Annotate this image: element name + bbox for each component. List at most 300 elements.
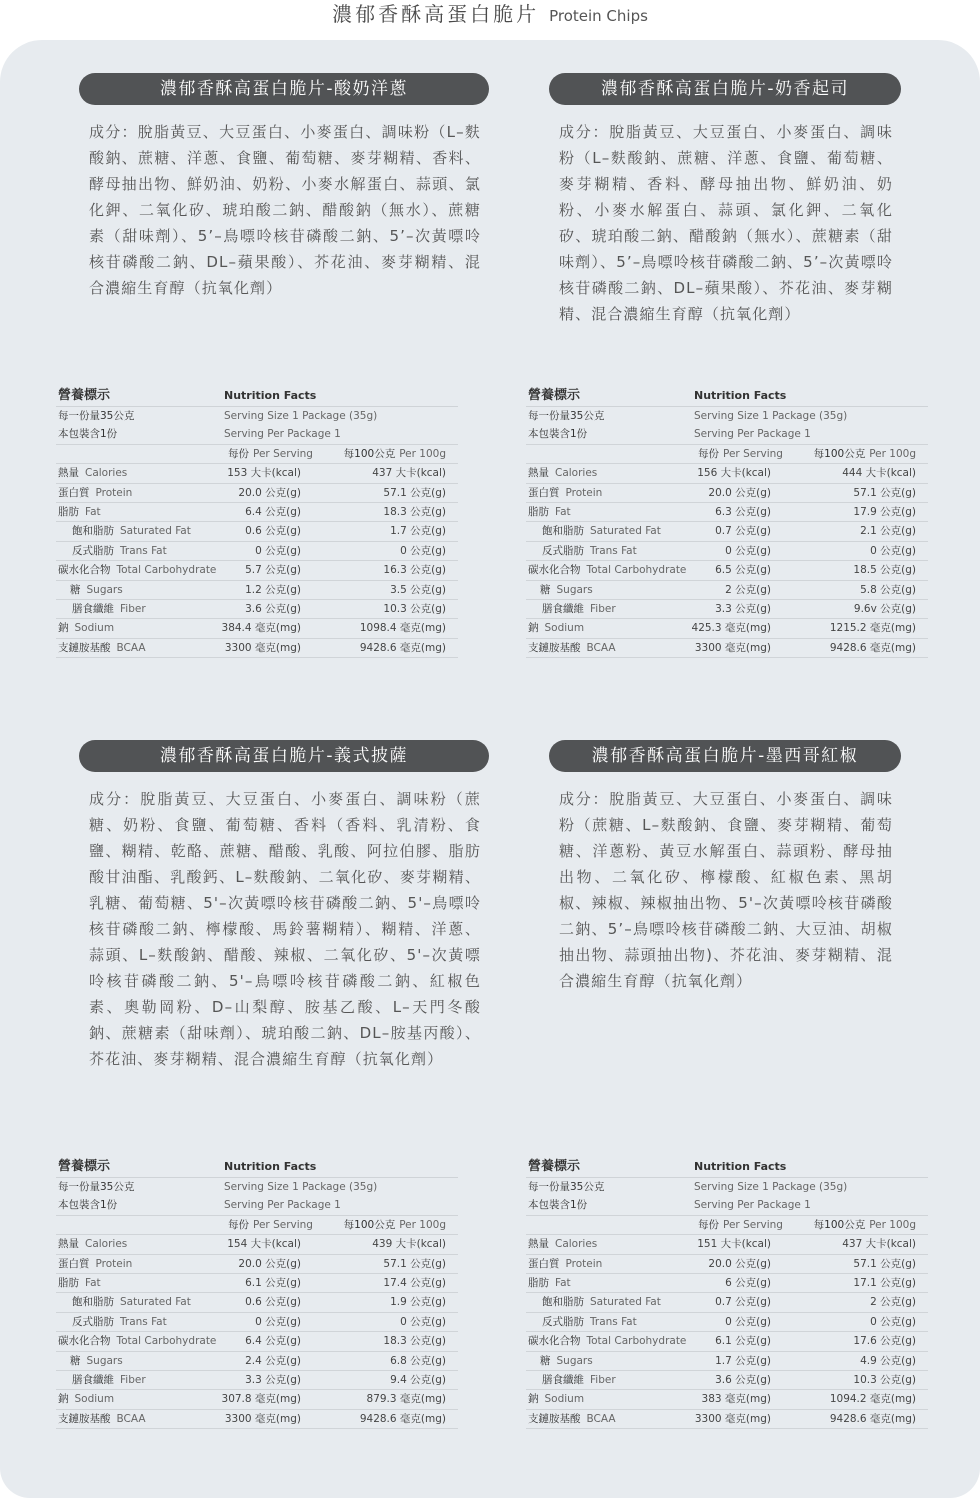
nutrient-name-en: BCAA [586, 1412, 616, 1425]
nutrient-label [58, 484, 132, 502]
per-serving-header: 每份 Per Serving [228, 1218, 313, 1231]
nutrient-name-en: Fat [555, 1276, 571, 1289]
per-100g-value: 18.3 公克(g) [383, 505, 446, 518]
product-card [549, 73, 901, 327]
servings-per-package-zh: 本包裝含1份 [58, 1199, 118, 1212]
per-serving-value: 6.3 公克(g) [715, 505, 771, 518]
nutrition-table [56, 386, 458, 658]
per-100g-value: 6.8 公克(g) [390, 1354, 446, 1367]
nutrient-name-zh: 碳水化合物 [528, 564, 581, 577]
nutrient-name-zh: 反式脂肪 [542, 1315, 584, 1328]
per-100g-value: 2 公克(g) [870, 1296, 916, 1309]
nutrient-name-zh: 熱量 [58, 1238, 79, 1251]
nutrient-label [528, 1332, 686, 1350]
nutrient-name-zh: 反式脂肪 [72, 544, 114, 557]
per-100g-value: 9428.6 毫克(mg) [829, 641, 916, 654]
nutrient-name-zh: 鈉 [58, 1393, 69, 1406]
per-100g-value: 1098.4 毫克(mg) [359, 622, 446, 635]
per-serving-value: 1.2 公克(g) [245, 583, 301, 596]
per-100g-value: 17.1 公克(g) [853, 1276, 916, 1289]
nutrition-table [56, 1157, 458, 1429]
nutrition-title-zh: 營養標示 [528, 388, 581, 403]
nutrient-name-zh: 糖 [540, 583, 551, 596]
servings-per-package-en: Serving Per Package 1 [224, 1199, 341, 1212]
nutrition-row [526, 619, 928, 638]
per-serving-value: 2.4 公克(g) [245, 1354, 301, 1367]
servings-per-package-en: Serving Per Package 1 [694, 428, 811, 441]
serving-size-zh: 每一份量35公克 [528, 1181, 605, 1193]
servings-per-package-row [526, 1196, 928, 1215]
nutrition-row [526, 1352, 928, 1371]
per-100g-value: 444 大卡(kcal) [842, 467, 916, 480]
per-serving-value: 0 公克(g) [725, 1315, 771, 1328]
ingredients-text: 成分：脫脂黃豆、大豆蛋白、小麥蛋白、調味粉（L–麩酸鈉、蔗糖、洋蔥、食鹽、葡萄糖、麥芽糊精、香料、酵母抽出物、鮮奶油、奶粉、小麥水解蛋白、蒜頭、氯化鉀、二氧化矽、琥珀酸二鈉、醋酸鈉（無水）、蔗糖素（甜味劑）、5’–鳥嘌呤核苷磷酸二鈉、5’–次黃嘌呤核苷磷酸二鈉、DL–蘋果酸）、芥花油、麥芽糊精、混合濃縮生育醇（抗氧化劑） [559, 123, 893, 323]
nutrient-label [58, 561, 216, 579]
per-100g-value: 10.3 公克(g) [383, 602, 446, 615]
nutrition-row [526, 639, 928, 658]
nutrient-name-en: Sodium [74, 622, 115, 635]
per-100g-value: 18.3 公克(g) [383, 1335, 446, 1348]
serving-size-en: Serving Size 1 Package (35g) [694, 1181, 848, 1193]
per-serving-value: 0.6 公克(g) [245, 525, 301, 538]
nutrient-name-zh: 糖 [540, 1354, 551, 1367]
nutrition-row [56, 464, 458, 483]
servings-per-package-en: Serving Per Package 1 [224, 428, 341, 441]
nutrient-name-zh: 鈉 [528, 622, 539, 635]
nutrition-title-en: Nutrition Facts [224, 1160, 317, 1173]
per-100g-value: 17.4 公克(g) [383, 1276, 446, 1289]
nutrition-row [56, 1313, 458, 1332]
nutrient-label [58, 619, 114, 637]
per-serving-value: 153 大卡(kcal) [227, 467, 301, 480]
nutrient-name-zh: 碳水化合物 [58, 1335, 111, 1348]
serving-size-zh: 每一份量35公克 [58, 410, 135, 422]
per-serving-value: 3.3 公克(g) [245, 1373, 301, 1386]
ingredients-text: 成分：脫脂黃豆、大豆蛋白、小麥蛋白、調味粉（蔗糖、奶粉、食鹽、葡萄糖、香料（香料、乳清粉、食鹽、糊精、乾酪、蔗糖、醋酸、乳酸、阿拉伯膠、脂肪酸甘油酯、乳酸鈣、L–麩酸鈉、二氧化矽、麥芽糊精、乳糖、葡萄糖、5'–次黃嘌呤核苷磷酸二鈉、5'–鳥嘌呤核苷磷酸二鈉、檸檬酸、馬鈴薯糊精）、糊精、洋蔥、蒜頭、L–麩酸鈉、醋酸、辣椒、二氧化矽、5'–次黃嘌呤核苷磷酸二鈉、5'–鳥嘌呤核苷磷酸二鈉、紅椒色素、奧勒岡粉、D–山梨醇、胺基乙酸、L–天門冬酸鈉、蔗糖素（甜味劑）、琥珀酸二鈉、DL–胺基丙酸）、芥花油、麥芽糊精、混合濃縮生育醇（抗氧化劑） [89, 790, 481, 1068]
per-100g-header: 每100公克 Per 100g [343, 1218, 446, 1231]
per-serving-value: 20.0 公克(g) [238, 486, 301, 499]
per-serving-value: 2 公克(g) [725, 583, 771, 596]
nutrition-row [526, 464, 928, 483]
nutrition-title-row [526, 1157, 928, 1178]
nutrient-name-en: BCAA [116, 1412, 146, 1425]
nutrient-label [58, 464, 127, 482]
nutrition-row [526, 1371, 928, 1390]
nutrition-title-row [526, 386, 928, 407]
nutrient-name-en: Calories [555, 467, 598, 480]
product-card [79, 740, 489, 1072]
nutrient-label [528, 1293, 661, 1311]
nutrient-name-zh: 蛋白質 [528, 1257, 560, 1270]
nutrient-name-en: Total Carbohydrate [116, 564, 217, 577]
product-card [79, 73, 489, 301]
per-serving-value: 0 公克(g) [725, 544, 771, 557]
nutrient-name-en: Fiber [590, 1373, 616, 1386]
nutrient-name-en: Fat [85, 505, 101, 518]
nutrient-label [58, 1390, 114, 1408]
per-100g-value: 1.9 公克(g) [390, 1296, 446, 1309]
nutrition-row [56, 581, 458, 600]
nutrient-label [58, 1371, 146, 1389]
per-100g-value: 1.7 公克(g) [390, 525, 446, 538]
per-100g-value: 57.1 公克(g) [383, 1257, 446, 1270]
column-header-row [56, 445, 458, 464]
nutrition-row [526, 1293, 928, 1312]
page-header [0, 0, 980, 34]
nutrient-label [528, 600, 616, 618]
nutrient-name-en: Sodium [74, 1393, 115, 1406]
serving-size-row [526, 407, 928, 425]
nutrition-table [526, 1157, 928, 1429]
nutrition-row [526, 503, 928, 522]
per-100g-value: 9.6v 公克(g) [853, 602, 916, 615]
nutrient-name-en: Protein [95, 486, 133, 499]
nutrition-row [56, 1332, 458, 1351]
nutrition-row [526, 484, 928, 503]
nutrient-label [528, 1313, 637, 1331]
column-header-row [56, 1216, 458, 1235]
nutrient-label [528, 484, 602, 502]
per-serving-value: 384.4 毫克(mg) [221, 622, 301, 635]
per-100g-value: 1094.2 毫克(mg) [829, 1393, 916, 1406]
nutrient-name-en: Saturated Fat [120, 1296, 191, 1309]
nutrition-row [526, 581, 928, 600]
nutrient-name-zh: 支鏈胺基酸 [528, 1412, 581, 1425]
per-serving-value: 151 大卡(kcal) [697, 1238, 771, 1251]
nutrient-name-en: Total Carbohydrate [586, 1335, 687, 1348]
nutrient-name-zh: 脂肪 [58, 1276, 79, 1289]
nutrient-label [58, 1352, 123, 1370]
nutrition-row [526, 1390, 928, 1409]
nutrient-name-en: Trans Fat [120, 544, 167, 557]
nutrient-name-zh: 熱量 [528, 1238, 549, 1251]
servings-per-package-en: Serving Per Package 1 [694, 1199, 811, 1212]
nutrient-label [58, 1332, 216, 1350]
per-serving-value: 20.0 公克(g) [708, 486, 771, 499]
per-serving-value: 5.7 公克(g) [245, 564, 301, 577]
servings-per-package-zh: 本包裝含1份 [528, 1199, 588, 1212]
per-100g-value: 1215.2 毫克(mg) [829, 622, 916, 635]
per-serving-value: 3300 毫克(mg) [694, 641, 771, 654]
per-serving-value: 3.6 公克(g) [715, 1373, 771, 1386]
nutrition-row [56, 639, 458, 658]
per-100g-value: 879.3 毫克(mg) [366, 1393, 446, 1406]
nutrient-label [58, 600, 146, 618]
serving-size-zh: 每一份量35公克 [528, 410, 605, 422]
nutrition-row [56, 522, 458, 541]
nutrient-name-zh: 支鏈胺基酸 [58, 641, 111, 654]
nutrient-label [528, 561, 686, 579]
nutrient-name-en: Calories [555, 1238, 598, 1251]
per-100g-value: 18.5 公克(g) [853, 564, 916, 577]
nutrient-name-zh: 糖 [70, 583, 81, 596]
nutrition-row [526, 1235, 928, 1254]
nutrient-label [58, 1410, 146, 1428]
product-name-pill: 濃郁香酥高蛋白脆片-酸奶洋蔥 [79, 73, 489, 105]
per-100g-value: 3.5 公克(g) [390, 583, 446, 596]
product-name-pill: 濃郁香酥高蛋白脆片-奶香起司 [549, 73, 901, 105]
nutrient-label [58, 503, 101, 521]
nutrient-name-zh: 鈉 [528, 1393, 539, 1406]
per-serving-value: 1.7 公克(g) [715, 1354, 771, 1367]
nutrient-name-en: Fiber [590, 602, 616, 615]
nutrient-label [58, 1235, 127, 1253]
per-serving-value: 154 大卡(kcal) [227, 1238, 301, 1251]
nutrition-title-zh: 營養標示 [58, 1159, 111, 1174]
per-serving-value: 6.1 公克(g) [715, 1335, 771, 1348]
serving-size-row [56, 1178, 458, 1196]
nutrient-name-en: Sodium [544, 1393, 585, 1406]
nutrient-name-en: Fiber [120, 602, 146, 615]
nutrient-name-en: Trans Fat [590, 1315, 637, 1328]
nutrient-label [58, 1274, 101, 1292]
nutrient-label [528, 1255, 602, 1273]
nutrition-row [56, 619, 458, 638]
nutrition-row [56, 1274, 458, 1293]
nutrition-title-row [56, 1157, 458, 1178]
per-100g-value: 0 公克(g) [870, 1315, 916, 1328]
per-serving-header: 每份 Per Serving [228, 447, 313, 460]
nutrient-label [528, 464, 597, 482]
per-100g-value: 4.9 公克(g) [860, 1354, 916, 1367]
per-100g-value: 17.6 公克(g) [853, 1335, 916, 1348]
column-header-row [526, 445, 928, 464]
servings-per-package-row [56, 425, 458, 444]
nutrient-label [528, 639, 616, 657]
per-serving-value: 425.3 毫克(mg) [691, 622, 771, 635]
nutrient-name-zh: 膳食纖維 [542, 602, 584, 615]
nutrient-label [528, 522, 661, 540]
nutrient-name-zh: 支鏈胺基酸 [528, 641, 581, 654]
nutrient-label [528, 1352, 593, 1370]
nutrient-name-zh: 飽和脂肪 [72, 1296, 114, 1309]
per-100g-value: 57.1 公克(g) [383, 486, 446, 499]
nutrient-name-en: BCAA [116, 641, 146, 654]
per-100g-value: 437 大卡(kcal) [372, 467, 446, 480]
page-subtitle: Protein Chips [549, 7, 648, 25]
nutrient-name-en: Total Carbohydrate [116, 1335, 217, 1348]
per-100g-value: 17.9 公克(g) [853, 505, 916, 518]
per-serving-value: 6.1 公克(g) [245, 1276, 301, 1289]
servings-per-package-zh: 本包裝含1份 [58, 428, 118, 441]
nutrient-name-zh: 糖 [70, 1354, 81, 1367]
per-serving-header: 每份 Per Serving [698, 447, 783, 460]
nutrition-row [56, 503, 458, 522]
nutrition-row [56, 1352, 458, 1371]
nutrient-name-zh: 膳食纖維 [72, 1373, 114, 1386]
per-100g-value: 0 公克(g) [400, 1315, 446, 1328]
nutrition-row [526, 542, 928, 561]
serving-size-en: Serving Size 1 Package (35g) [224, 1181, 378, 1193]
nutrient-name-en: Saturated Fat [590, 525, 661, 538]
per-serving-value: 383 毫克(mg) [701, 1393, 771, 1406]
per-100g-value: 16.3 公克(g) [383, 564, 446, 577]
nutrient-name-zh: 反式脂肪 [542, 544, 584, 557]
per-serving-value: 307.8 毫克(mg) [221, 1393, 301, 1406]
per-serving-value: 0.6 公克(g) [245, 1296, 301, 1309]
per-100g-value: 9.4 公克(g) [390, 1373, 446, 1386]
ingredients-text: 成分：脫脂黃豆、大豆蛋白、小麥蛋白、調味粉（L–麩酸鈉、蔗糖、洋蔥、食鹽、葡萄糖、麥芽糊精、香料、酵母抽出物、鮮奶油、奶粉、小麥水解蛋白、蒜頭、氯化鉀、二氧化矽、琥珀酸二鈉、醋酸鈉（無水）、蔗糖素（甜味劑）、5’–鳥嘌呤核苷磷酸二鈉、5’–次黃嘌呤核苷磷酸二鈉、DL–蘋果酸）、芥花油、麥芽糊精、混合濃縮生育醇（抗氧化劑） [89, 123, 481, 297]
per-100g-value: 57.1 公克(g) [853, 486, 916, 499]
nutrient-name-zh: 蛋白質 [528, 486, 560, 499]
nutrient-label [528, 503, 571, 521]
serving-size-row [56, 407, 458, 425]
nutrient-name-zh: 脂肪 [528, 505, 549, 518]
nutrient-label [528, 1371, 616, 1389]
servings-per-package-row [526, 425, 928, 444]
nutrient-name-en: Sodium [544, 622, 585, 635]
per-100g-value: 0 公克(g) [870, 544, 916, 557]
per-serving-value: 20.0 公克(g) [708, 1257, 771, 1270]
per-serving-value: 20.0 公克(g) [238, 1257, 301, 1270]
nutrition-title-en: Nutrition Facts [694, 389, 787, 402]
serving-size-row [526, 1178, 928, 1196]
nutrient-label [528, 581, 593, 599]
per-serving-value: 6.4 公克(g) [245, 505, 301, 518]
nutrient-label [528, 542, 637, 560]
servings-per-package-row [56, 1196, 458, 1215]
per-serving-value: 0.7 公克(g) [715, 525, 771, 538]
nutrition-row [56, 1371, 458, 1390]
nutrition-title-zh: 營養標示 [58, 388, 111, 403]
nutrient-name-zh: 反式脂肪 [72, 1315, 114, 1328]
per-100g-value: 439 大卡(kcal) [372, 1238, 446, 1251]
serving-size-zh: 每一份量35公克 [58, 1181, 135, 1193]
nutrient-label [58, 542, 167, 560]
nutrient-name-zh: 飽和脂肪 [542, 1296, 584, 1309]
nutrition-row [526, 1332, 928, 1351]
nutrition-row [526, 1313, 928, 1332]
per-100g-value: 10.3 公克(g) [853, 1373, 916, 1386]
nutrient-name-en: Total Carbohydrate [586, 564, 687, 577]
nutrient-name-en: BCAA [586, 641, 616, 654]
product-name-pill: 濃郁香酥高蛋白脆片-義式披薩 [79, 740, 489, 772]
nutrition-row [526, 1255, 928, 1274]
nutrition-row [526, 561, 928, 580]
nutrient-label [528, 1410, 616, 1428]
nutrient-name-en: Protein [565, 1257, 603, 1270]
page-title: 濃郁香酥高蛋白脆片 [332, 2, 540, 26]
nutrient-name-zh: 膳食纖維 [542, 1373, 584, 1386]
per-100g-value: 9428.6 毫克(mg) [829, 1412, 916, 1425]
nutrient-label [58, 1293, 191, 1311]
per-serving-value: 3.3 公克(g) [715, 602, 771, 615]
nutrition-row [56, 1293, 458, 1312]
nutrition-row [56, 1410, 458, 1429]
nutrient-name-en: Protein [95, 1257, 133, 1270]
nutrition-row [56, 1235, 458, 1254]
nutrient-name-en: Fat [85, 1276, 101, 1289]
per-100g-header: 每100公克 Per 100g [813, 1218, 916, 1231]
nutrition-row [56, 1390, 458, 1409]
per-serving-value: 0 公克(g) [255, 1315, 301, 1328]
per-100g-header: 每100公克 Per 100g [343, 447, 446, 460]
nutrient-name-en: Fiber [120, 1373, 146, 1386]
nutrition-row [526, 1410, 928, 1429]
nutrient-name-zh: 脂肪 [528, 1276, 549, 1289]
per-serving-value: 3300 毫克(mg) [694, 1412, 771, 1425]
product-card [549, 740, 901, 994]
per-serving-value: 3.6 公克(g) [245, 602, 301, 615]
nutrient-name-en: Sugars [86, 1354, 123, 1367]
nutrition-row [526, 600, 928, 619]
nutrition-title-en: Nutrition Facts [224, 389, 317, 402]
nutrition-title-row [56, 386, 458, 407]
per-serving-value: 6 公克(g) [725, 1276, 771, 1289]
nutrient-label [58, 639, 146, 657]
nutrient-name-en: Trans Fat [590, 544, 637, 557]
serving-size-en: Serving Size 1 Package (35g) [224, 410, 378, 422]
per-100g-value: 5.8 公克(g) [860, 583, 916, 596]
servings-per-package-zh: 本包裝含1份 [528, 428, 588, 441]
nutrient-name-en: Sugars [86, 583, 123, 596]
per-serving-value: 3300 毫克(mg) [224, 641, 301, 654]
nutrient-name-en: Fat [555, 505, 571, 518]
per-serving-value: 156 大卡(kcal) [697, 467, 771, 480]
per-100g-value: 9428.6 毫克(mg) [359, 1412, 446, 1425]
nutrient-name-zh: 膳食纖維 [72, 602, 114, 615]
column-header-row [526, 1216, 928, 1235]
per-100g-value: 9428.6 毫克(mg) [359, 641, 446, 654]
per-serving-value: 0.7 公克(g) [715, 1296, 771, 1309]
nutrient-name-zh: 熱量 [58, 467, 79, 480]
nutrient-label [58, 522, 191, 540]
nutrient-name-zh: 熱量 [528, 467, 549, 480]
nutrient-label [528, 619, 584, 637]
nutrient-name-en: Calories [85, 1238, 128, 1251]
nutrition-row [56, 1255, 458, 1274]
nutrient-name-en: Saturated Fat [120, 525, 191, 538]
product-name-pill: 濃郁香酥高蛋白脆片-墨西哥紅椒 [549, 740, 901, 772]
per-100g-value: 437 大卡(kcal) [842, 1238, 916, 1251]
nutrient-name-en: Trans Fat [120, 1315, 167, 1328]
nutrient-label [528, 1235, 597, 1253]
nutrition-title-en: Nutrition Facts [694, 1160, 787, 1173]
nutrient-name-en: Protein [565, 486, 603, 499]
ingredients-text: 成分：脫脂黃豆、大豆蛋白、小麥蛋白、調味粉（蔗糖、L–麩酸鈉、食鹽、麥芽糊精、葡萄糖、洋蔥粉、黃豆水解蛋白、蒜頭粉、酵母抽出物、二氧化矽、檸檬酸、紅椒色素、黑胡椒、辣椒、辣椒抽出物、5'–次黃嘌呤核苷磷酸二鈉、5’–鳥嘌呤核苷磷酸二鈉、大豆油、胡椒抽出物、蒜頭抽出物)、芥花油、麥芽糊精、混合濃縮生育醇（抗氧化劑） [559, 790, 893, 990]
per-100g-header: 每100公克 Per 100g [813, 447, 916, 460]
nutrition-title-zh: 營養標示 [528, 1159, 581, 1174]
nutrient-name-zh: 飽和脂肪 [72, 525, 114, 538]
nutrient-label [528, 1390, 584, 1408]
nutrient-name-zh: 飽和脂肪 [542, 525, 584, 538]
nutrient-name-zh: 碳水化合物 [58, 564, 111, 577]
nutrient-label [58, 1313, 167, 1331]
nutrition-row [526, 1274, 928, 1293]
nutrient-name-en: Calories [85, 467, 128, 480]
nutrient-name-zh: 碳水化合物 [528, 1335, 581, 1348]
nutrient-name-zh: 蛋白質 [58, 1257, 90, 1270]
nutrient-name-en: Saturated Fat [590, 1296, 661, 1309]
per-100g-value: 2.1 公克(g) [860, 525, 916, 538]
nutrient-label [58, 1255, 132, 1273]
per-serving-value: 6.4 公克(g) [245, 1335, 301, 1348]
per-serving-header: 每份 Per Serving [698, 1218, 783, 1231]
nutrition-row [56, 542, 458, 561]
per-serving-value: 6.5 公克(g) [715, 564, 771, 577]
nutrition-row [56, 484, 458, 503]
nutrient-name-zh: 鈉 [58, 622, 69, 635]
nutrition-row [56, 561, 458, 580]
nutrient-name-zh: 支鏈胺基酸 [58, 1412, 111, 1425]
nutrition-row [526, 522, 928, 541]
nutrition-table [526, 386, 928, 658]
nutrition-row [56, 600, 458, 619]
serving-size-en: Serving Size 1 Package (35g) [694, 410, 848, 422]
nutrient-label [528, 1274, 571, 1292]
nutrient-name-zh: 脂肪 [58, 505, 79, 518]
per-100g-value: 57.1 公克(g) [853, 1257, 916, 1270]
